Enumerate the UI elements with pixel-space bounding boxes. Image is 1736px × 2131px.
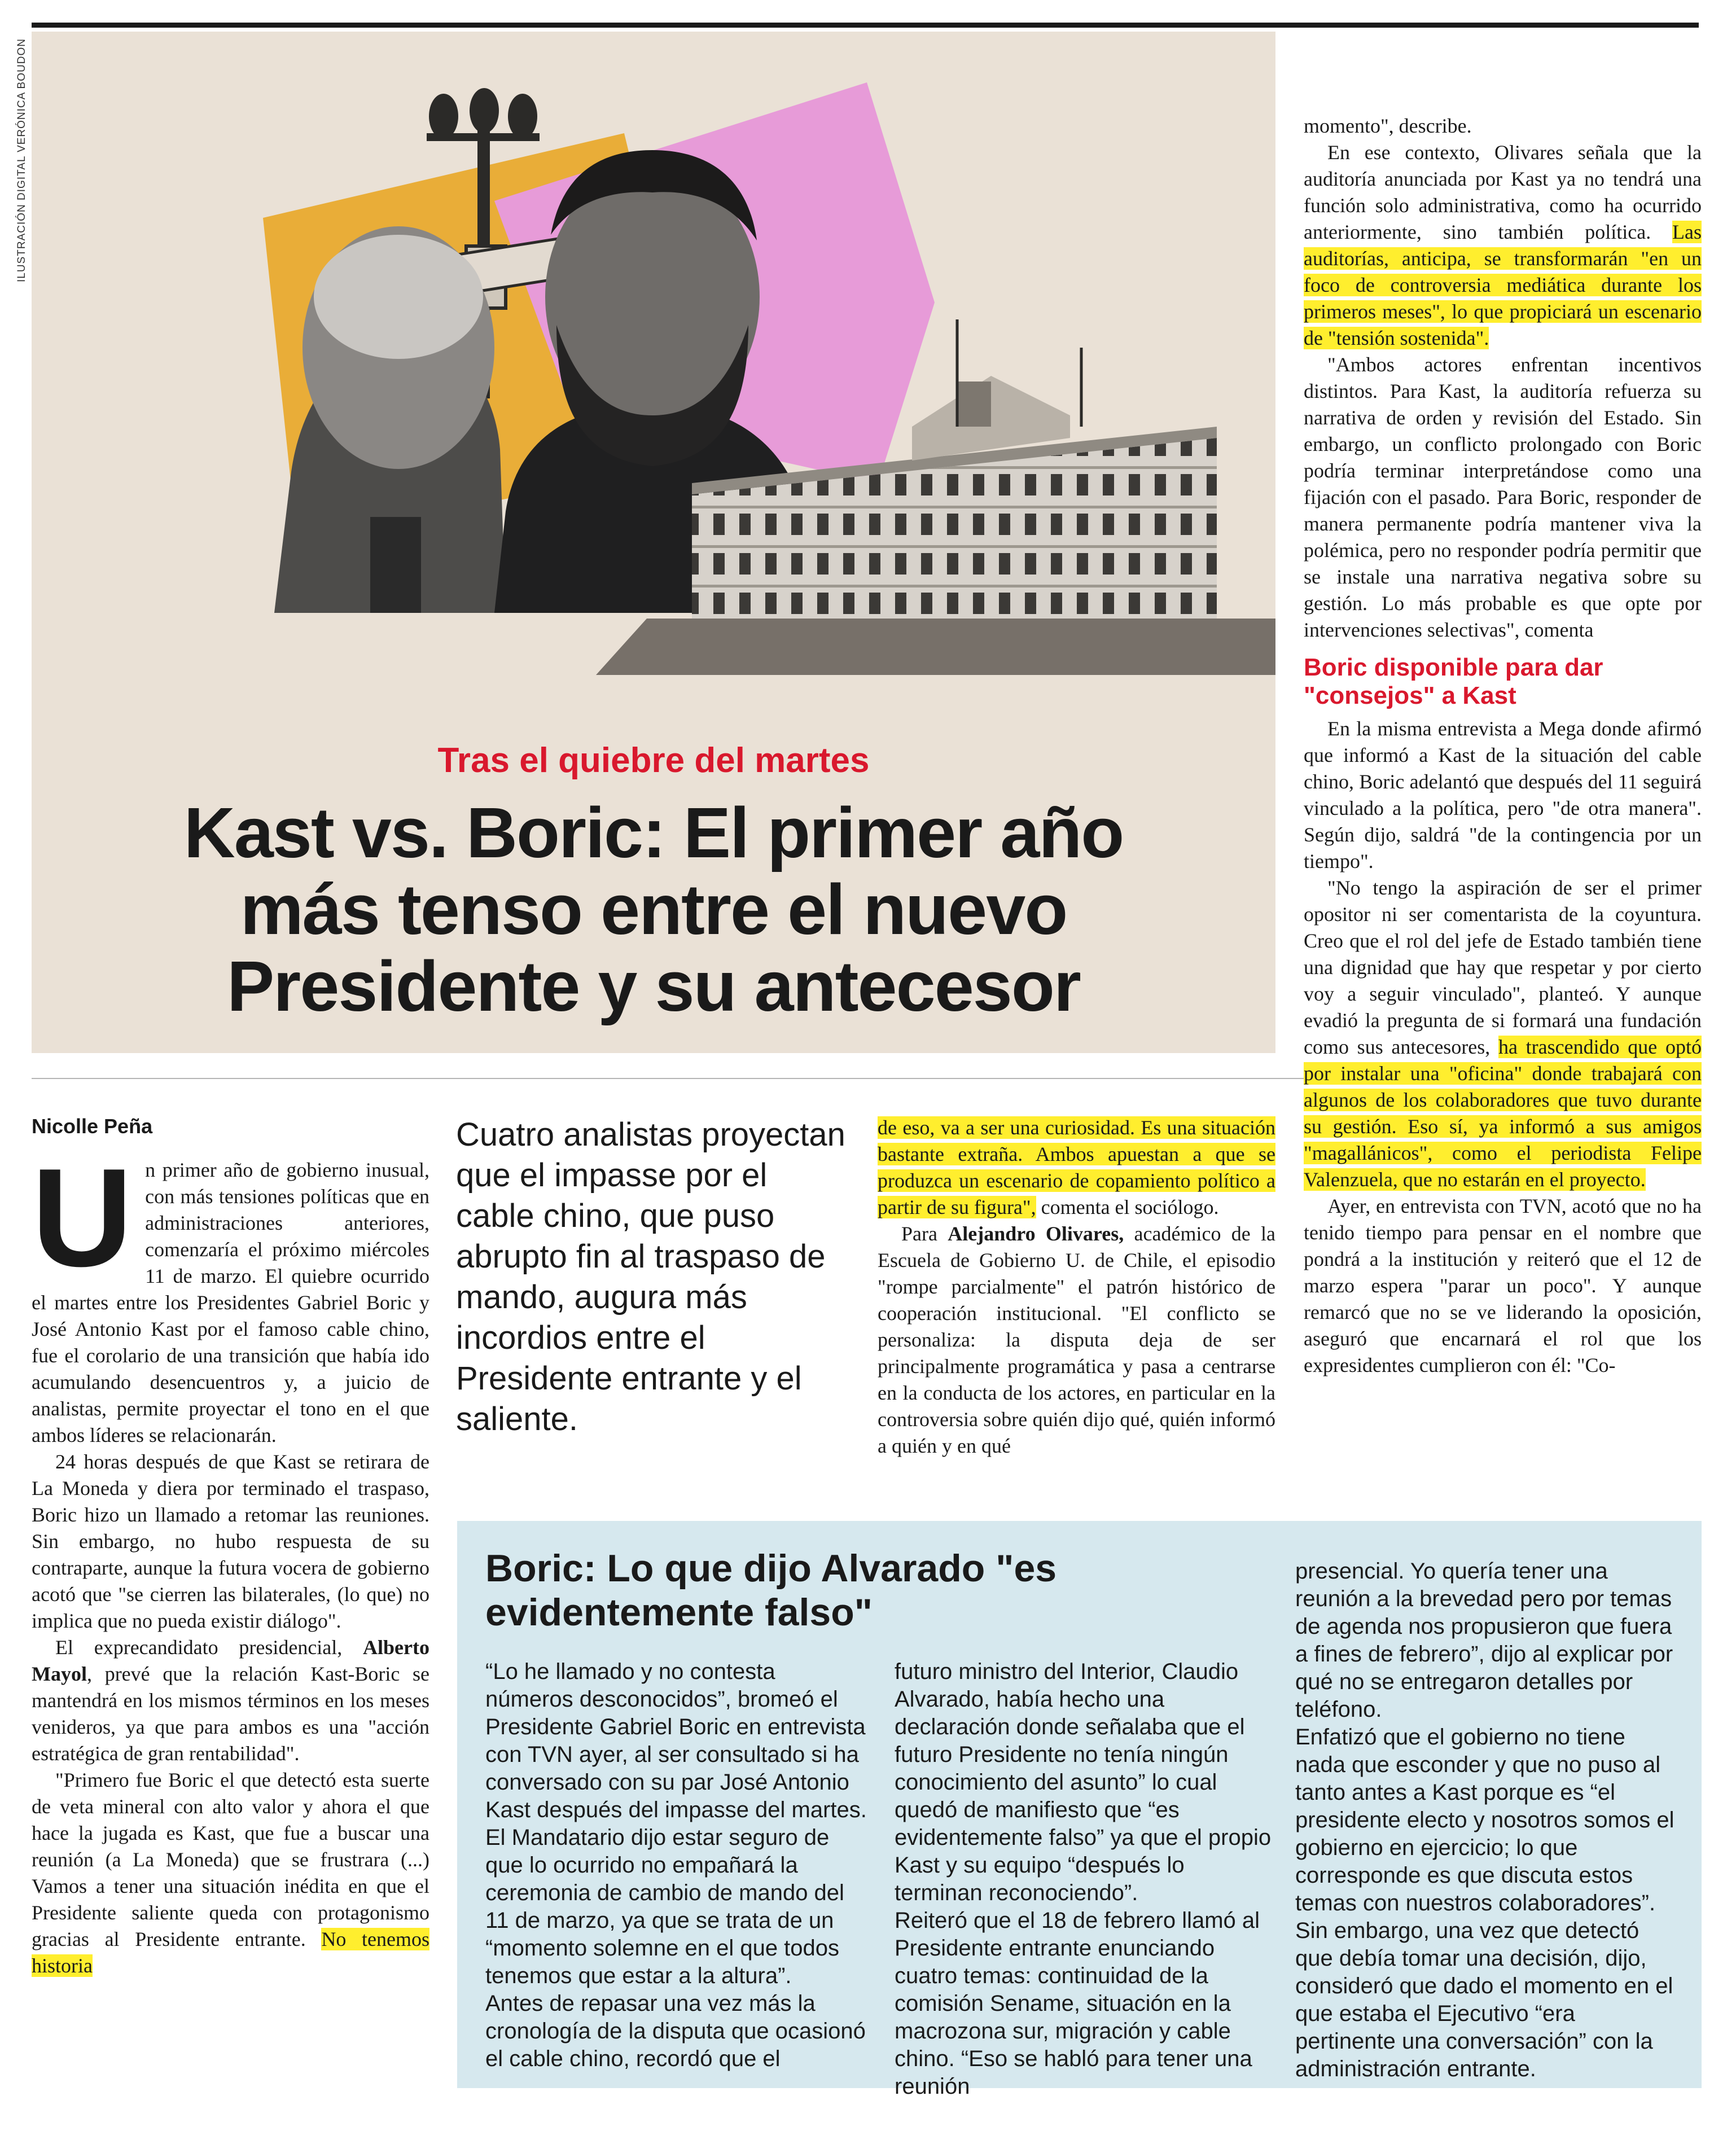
paragraph-text: , prevé que la relación Kast-Boric se mantendrá en los mismos términos en los meses venideros, ya que para ambos es una "acción estratégica de gran rentabilidad".	[32, 1663, 429, 1765]
sidebar-title-line-2: evidentemente falso"	[485, 1591, 873, 1634]
paragraph: Sin embargo, una vez que detectó que debía tomar una decisión, dijo, consideró que dado el momento en el que estaba el Ejecutivo “era pertinente una conversación” con la administración entrante.	[1295, 1918, 1673, 2081]
deck-summary: Cuatro analistas proyectan que el impasse por el cable chino, que puso abrupto fin al traspaso de mando, augura más incordios entre el Presidente entrante y el saliente.	[456, 1116, 845, 1437]
sidebar-column-3	[1295, 1558, 1679, 2083]
headline-line-3: Presidente y su antecesor	[227, 946, 1080, 1026]
sidebar-column-2	[895, 1658, 1278, 2101]
article-column-4	[1304, 113, 1702, 1379]
paragraph-text: "No tengo la aspiración de ser el primer opositor ni ser comentarista de la coyuntura. Creo que el rol del jefe de Estado también tiene una dignidad que hay que respetar y por cierto voy a seguir vinculado", planteó. Y aunque evadió la pregunta de si formará una fundación como sus antecesores,	[1304, 876, 1702, 1058]
paragraph: Reiteró que el 18 de febrero llamó al Presidente entrante enunciando cuatro temas: continuidad de la comisión Sename, situación en la macrozona sur, migración y cable chino. “Eso se habló para tener una reunión	[895, 1908, 1260, 2099]
sidebar-title-line-1: Boric: Lo que dijo Alvarado "es	[485, 1547, 1057, 1590]
sidebar-title	[485, 1546, 1163, 1634]
sidebar-column-1	[485, 1658, 869, 2073]
article-column-3	[878, 1115, 1275, 1459]
paragraph: Enfatizó que el gobierno no tiene nada que esconder y que no puso al tanto antes a Kast porque es “el presidente electo y nosotros somos el gobierno en ejercicio; lo que corresponde es que discuta estos temas con nuestros colaboradores”.	[1295, 1725, 1674, 1915]
highlighted-text: ha trascendido que optó por instalar una "oficina" donde trabajará con algunos de los colaboradores que tuvo durante su gestión. Eso sí, ya informó a sus amigos "magallánicos", como el periodista Felipe Valenzuela, que no estarán en el proyecto.	[1304, 1036, 1702, 1191]
paragraph-text: "Primero fue Boric el que detectó esta suerte de veta mineral con alto valor y ahora el que hace la jugada es Kast, que fue a buscar una reunión (a La Moneda) que se frustrara (...) Vamos a tener una situación inédita en que el Presidente saliente queda con protagonismo gracias al Presidente entrante.	[32, 1769, 429, 1950]
paragraph: Ayer, en entrevista con TVN, acotó que no ha tenido tiempo para pensar en el nombre que pondrá a la institución y reiteró que el 12 de marzo espera "parar un poco". Y aunque remarcó que no se ve liderando la oposición, aseguró que encarnará el rol que los expresidentes cumplieron con él: "Co-	[1304, 1195, 1702, 1376]
paragraph-text: académico de la Escuela de Gobierno U. de Chile, el episodio "rompe parcialmente" el patrón histórico de cooperación institucional. "El conflicto se personaliza: la disputa deja de ser principalmente programática y pasa a centrarse en la conducta de los actores, en particular en la controversia sobre quién dijo qué, quién informó a quién y en qué	[878, 1222, 1276, 1457]
highlighted-text: Las auditorías, anticipa, se transformarán "en un foco de controversia mediática durante los primeros meses", lo que propiciará un escenario de "tensión sostenida".	[1304, 221, 1702, 349]
drop-cap: U	[32, 1139, 133, 1296]
section-subhead: Boric disponible para dar "consejos" a Kast	[1304, 654, 1603, 709]
paragraph	[1304, 875, 1702, 1193]
paragraph: 24 horas después de que Kast se retirara de La Moneda y diera por terminado el traspaso, Boric hizo un llamado a retomar las reuniones. Sin embargo, no hubo respuesta de su contraparte, aunque la futura vocera de gobierno acotó que "se cierren las bilaterales, (lo que) no implica que no pueda existir diálogo".	[32, 1450, 429, 1632]
paragraph-text: Para	[901, 1222, 948, 1245]
paragraph-text: El exprecandidato presidencial,	[55, 1636, 363, 1659]
paragraph	[32, 1634, 429, 1767]
byline: Nicolle Peña	[32, 1115, 153, 1138]
highlighted-text: No tenemos historia	[32, 1928, 430, 1977]
paragraph-text: En ese contexto, Olivares señala que la auditoría anunciada por Kast ya no tendrá una función solo administrativa, como ha ocurrido anteriormente, sino también política.	[1304, 141, 1702, 243]
source-name: Alberto Mayol	[32, 1636, 429, 1685]
paragraph	[878, 1115, 1275, 1221]
headline-line-1: Kast vs. Boric: El primer año	[183, 793, 1124, 872]
source-name: Alejandro Olivares,	[948, 1222, 1124, 1245]
paragraph	[1304, 139, 1702, 352]
paragraph	[32, 1139, 429, 1449]
paragraph-text: comenta el sociólogo.	[1036, 1196, 1219, 1218]
top-rule	[32, 23, 1699, 28]
paragraph	[878, 1221, 1275, 1459]
paragraph-text: n primer año de gobierno inusual, con más tensiones políticas que en administraciones anteriores, comenzaría el próximo miércoles 11 de marzo. El quiebre ocurrido el martes entre los Presidentes Gabriel Boric y José Antonio Kast por el famoso cable chino, fue el corolario de una transición que había ido acumulando desencuentros y, a juicio de analistas, permite proyectar el tono en el que ambos líderes se relacionarán.	[32, 1159, 429, 1446]
highlighted-text: de eso, va a ser una curiosidad. Es una situación bastante extraña. Ambos apuestan a que se produzca un escenario de copamiento político a partir de su figura",	[878, 1116, 1275, 1218]
paragraph	[32, 1767, 429, 1979]
illustration-credit: ILUSTRACIÓN DIGITAL VERÓNICA BOUDON	[16, 38, 28, 282]
headline-kicker: Tras el quiebre del martes	[437, 741, 870, 780]
paragraph: "Ambos actores enfrentan incentivos distintos. Para Kast, la auditoría refuerza su narrativa de orden y revisión del Estado. Sin embargo, un conflicto prolongado con Boric podría terminar interpretándose como una fijación con el pasado. Para Boric, responder de manera permanente podría mantener viva la polémica, pero no responder podría permitir que se instale una narrativa negativa sobre su gestión. Lo más probable es que opte por intervenciones selectivas", comenta	[1304, 353, 1702, 641]
paragraph: presencial. Yo quería tener una reunión a la brevedad pero por temas de agenda nos propusieron que fuera a fines de febrero”, dijo al explicar por qué no se entregaron detalles por teléfono.	[1295, 1559, 1673, 1722]
paragraph: futuro ministro del Interior, Claudio Alvarado, había hecho una declaración donde señalaba que el futuro Presidente no tenía ningún conocimiento del asunto” lo cual quedó de manifiesto que “es evidentemente falso” ya que el propio Kast y su equipo “después lo terminan reconociendo”.	[895, 1659, 1272, 1905]
paragraph: En la misma entrevista a Mega donde afirmó que informó a Kast de la situación del cable chino, Boric adelantó que después del 11 seguirá vinculado a la política, pero "de otra manera". Según dijo, saldrá "de la contingencia por un tiempo".	[1304, 717, 1702, 872]
paragraph: El Mandatario dijo estar seguro de que lo ocurrido no empañará la ceremonia de cambio de mando del 11 de marzo, ya que se trata de un “momento solemne en el que todos tenemos que estar a la altura”.	[485, 1825, 844, 1988]
headline	[32, 795, 1275, 1025]
paragraph: “Lo he llamado y no contesta números desconocidos”, bromeó el Presidente Gabriel Boric en entrevista con TVN ayer, al ser consultado si ha conversado con su par José Antonio Kast después del impasse del martes.	[485, 1659, 867, 1822]
headline-line-2: más tenso entre el nuevo	[240, 870, 1067, 949]
article-column-1	[32, 1139, 430, 1979]
paragraph: momento", describe.	[1304, 115, 1472, 137]
paragraph: Antes de repasar una vez más la cronología de la disputa que ocasionó el cable chino, recordó que el	[485, 1991, 866, 2071]
